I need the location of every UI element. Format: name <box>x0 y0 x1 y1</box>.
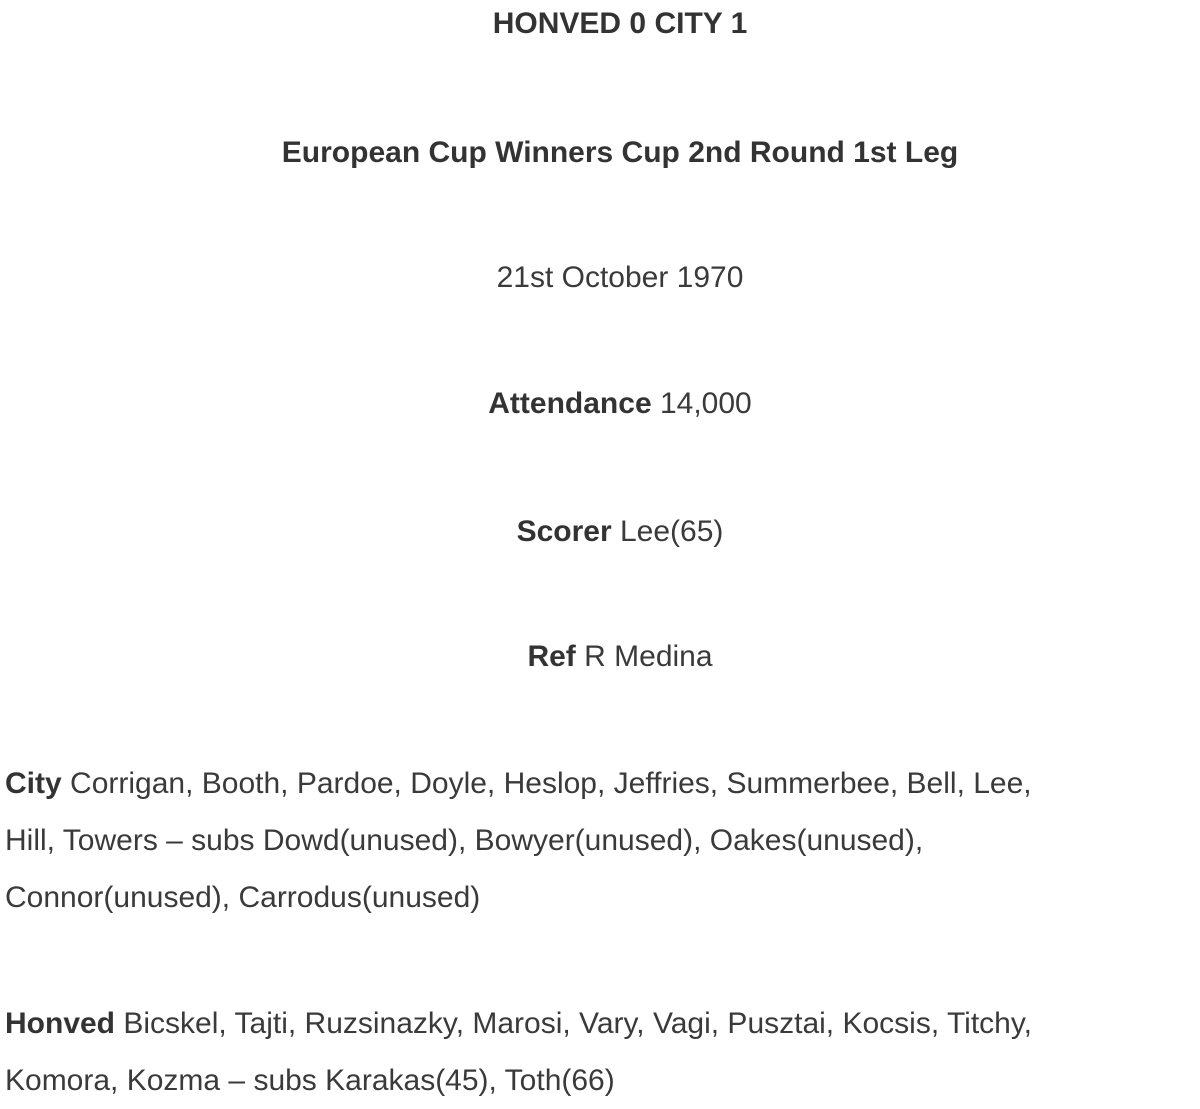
city-players-line-3: Connor(unused), Carrodus(unused) <box>5 881 481 914</box>
referee-label: Ref <box>527 640 576 673</box>
city-players-line-2: Hill, Towers – subs Dowd(unused), Bowyer(unused), Oakes(unused), <box>5 824 924 857</box>
scorer-label: Scorer <box>516 515 612 548</box>
match-date <box>0 258 1200 298</box>
city-lineup-row-1 <box>5 755 1200 812</box>
scorer-line <box>0 512 1200 552</box>
city-players-line-1: Corrigan, Booth, Pardoe, Doyle, Heslop, Jeffries, Summerbee, Bell, Lee, <box>70 767 1032 800</box>
honved-label: Honved <box>5 1007 116 1040</box>
city-label: City <box>5 767 62 800</box>
scorer-value: Lee(65) <box>620 515 724 548</box>
attendance-label: Attendance <box>488 387 652 420</box>
honved-lineup <box>5 995 1200 1109</box>
competition-line <box>0 133 1200 173</box>
score-line <box>0 4 1200 44</box>
match-date-text: 21st October 1970 <box>496 261 744 294</box>
city-lineup <box>5 755 1200 926</box>
honved-players-line-1: Bicskel, Tajti, Ruzsinazky, Marosi, Vary, Vagi, Pusztai, Kocsis, Titchy, <box>123 1007 1032 1040</box>
referee-line <box>0 637 1200 677</box>
referee-value: R Medina <box>584 640 713 673</box>
attendance-line <box>0 384 1200 424</box>
attendance-value: 14,000 <box>659 387 752 420</box>
honved-lineup-row-1 <box>5 995 1200 1052</box>
honved-players-line-2: Komora, Kozma – subs Karakas(45), Toth(66) <box>5 1064 615 1097</box>
score-line-text: HONVED 0 CITY 1 <box>492 7 748 40</box>
competition-text: European Cup Winners Cup 2nd Round 1st Leg <box>281 136 959 169</box>
